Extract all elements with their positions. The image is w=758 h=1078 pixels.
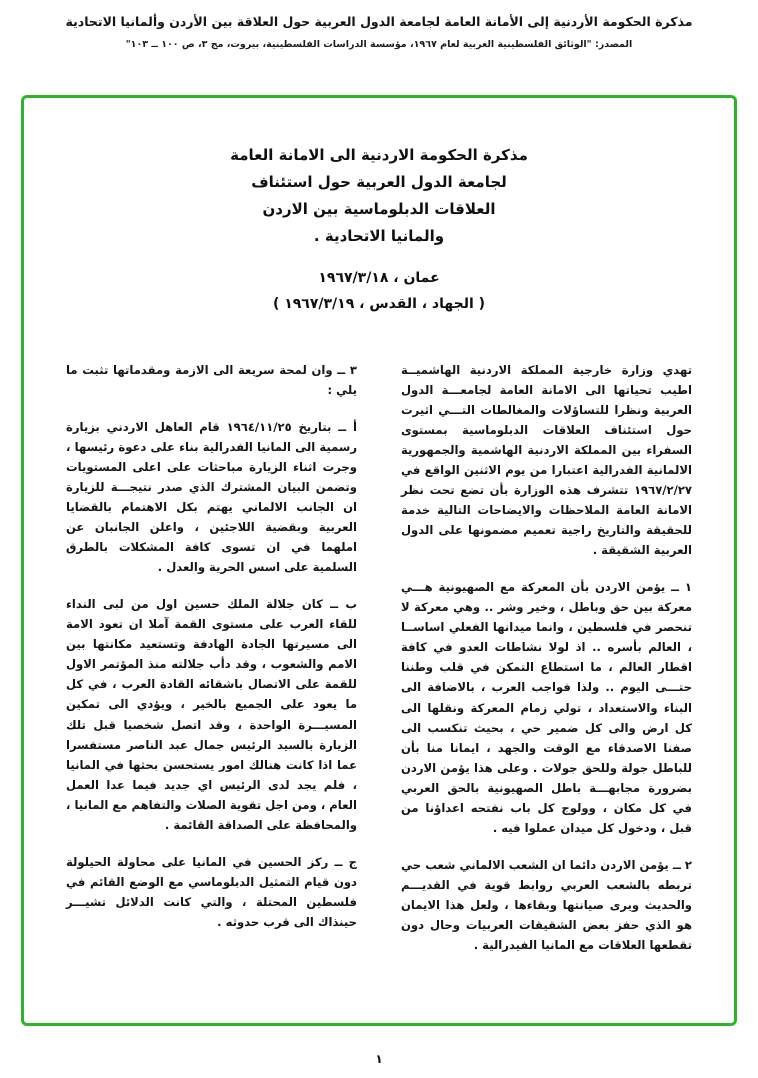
column-right [401, 360, 692, 972]
heading-line-2: لجامعة الدول العربية حول استئناف [251, 173, 507, 191]
paragraph-point-3a: أ ــ بتاريخ ١٩٦٤/١١/٢٥ قام العاهل الاردني بزيارة رسمية الى المانيا الفدرالية بناء على دعوة رئيسها ، وجرت اثناء الزيارة مباحثات على اعلى المستويات وتضمن البيان المشترك الذي صدر نتيجـــة للزيارة ان الجانب الالماني يهتم بكل الاهتمام بالقضايا العربية وبقضية اللاجئين ، واعلن الجانبان عن املهما في ان تسوى كافة المشكلات بالطرق السلمية على اسس الحرية والعدل . [66, 419, 357, 575]
header-source: المصدر: "الوثائق الفلسطينية العربية لعام ١٩٦٧، مؤسسة الدراسات الفلسطينية، بيروت، مج ٣، ص ١٠٠ ــ ١٠٣" [125, 39, 633, 50]
heading-line-3: العلاقات الدبلوماسية بين الاردن [262, 200, 496, 218]
document-frame [21, 95, 737, 1026]
document-dateblock [66, 266, 692, 318]
paragraph-point-3c: ج ــ ركز الحسين في المانيا على محاولة الحيلولة دون قيام التمثيل الدبلوماسي مع الوضع القائم في فلسطين المحتلة ، والتي كانت الدلائل تشيـــر حينذاك الى قرب حدوثه . [66, 854, 357, 929]
page-number: ١ [375, 1052, 383, 1066]
document-columns [66, 360, 692, 972]
paragraph-point-3b: ب ــ كان جلالة الملك حسين اول من لبى النداء للقاء العرب على مستوى القمة آملا ان تعود الامة الى مسيرتها الجادة الهادفة وتستعيد مكانتها بين الامم والشعوب ، وقد دأب جلالته منذ المؤتمر الاول للقمة على الاتصال باشقائه القادة العرب ، في كل ما يعود على الجميع بالخير ، ويؤدي الى تمكين المسيـــرة الواحدة ، وقد اتصل شخصيا قبل تلك الزيارة بالسيد الرئيس جمال عبد الناصر مستفسرا عما اذا كانت هنالك امور يستحسن بحثها في المانيا ، فلم يجد لدى الرئيس اي جديد فيما عدا العمل العام ، ومن اجل تقوية الصلات والتفاهم مع المانيا ، والمحافظة على الصداقة القائمة . [66, 597, 357, 832]
header-title: مذكرة الحكومة الأردنية إلى الأمانة العامة لجامعة الدول العربية حول العلاقة بين الأردن وألمانيا الاتحادية [65, 14, 693, 29]
document-header [0, 14, 758, 50]
column-left [66, 360, 357, 972]
paragraph-point-2: ٢ ــ يؤمن الاردن دائما ان الشعب الالماني شعب حي تربطه بالشعب العربي روابط قوية في القديـــم والحديث ويرى صيانتها وبقاءها ، ولعل هذا الايمان هو الذي حفز بعض الشقيقات العربيات وحال دون تقطعها العلاقات مع المانيا الفيدرالية . [401, 857, 692, 953]
heading-line-4: والمانيا الاتحادية . [313, 227, 445, 245]
paragraph-intro: تهدي وزارة خارجية المملكة الاردنية الهاشميــة اطيب تحياتها الى الامانة العامة لجامعـــة الدول العربية ونظرا للتساؤلات والمغالطات التـــي اثيرت حول استئناف العلاقات الدبلوماسية بمستوى السفراء بين المملكة الاردنية الهاشمية والجمهورية الالمانية الفدرالية اعتبارا من يوم الاثنين الواقع في ١٩٦٧/٢/٢٧ تتشرف هذه الوزارة بأن تضع تحت نظر الامانة العامة الملاحظات والايضاحات التالية خدمة للحقيقة والتاريخ راجية تعميم مضمونها على الدول العربية الشقيقة . [401, 362, 692, 558]
document-heading [66, 142, 692, 250]
byline: ( الجهاد ، القدس ، ١٩٦٧/٣/١٩ ) [272, 295, 486, 312]
paragraph-point-1: ١ ــ يؤمن الاردن بأن المعركة مع الصهيونية هـــي معركة بين حق وباطل ، وخير وشر .. وهي معركة لا تنحصر في فلسطين ، وانما ميدانها الفعلي اساســا ، العالم بأسره .. اذ لولا نشاطات العدو في كافة اقطار العالم ، ما استطاع التمكن في قلب وطننا حتـــى اليوم .. ولذا فواجب العرب ، بالاضافة الى البناء والاستعداد ، تولي زمام المعركة ونقلها الى كل ارض والى كل ضمير حي ، بحيث تنكسب الى صفنا الاصدقاء مع الوقت والجهد ، ايمانا منا بأن للباطل جولة وللحق جولات . وعلى هذا يؤمن الاردن بضرورة مجابهـــة باطل الصهيونية بالحق العربي في كل مكان ، وولوج كل باب نفتحه اعداؤنا من قبل ، ودخول كل ميدان عملوا فيه . [401, 580, 692, 835]
heading-line-1: مذكرة الحكومة الاردنية الى الامانة العامة [230, 146, 528, 164]
paragraph-point-3: ٣ ــ وان لمحة سريعة الى الازمة ومقدماتها تثبت ما يلي : [66, 362, 357, 397]
date-line: عمان ، ١٩٦٧/٣/١٨ [318, 270, 440, 286]
